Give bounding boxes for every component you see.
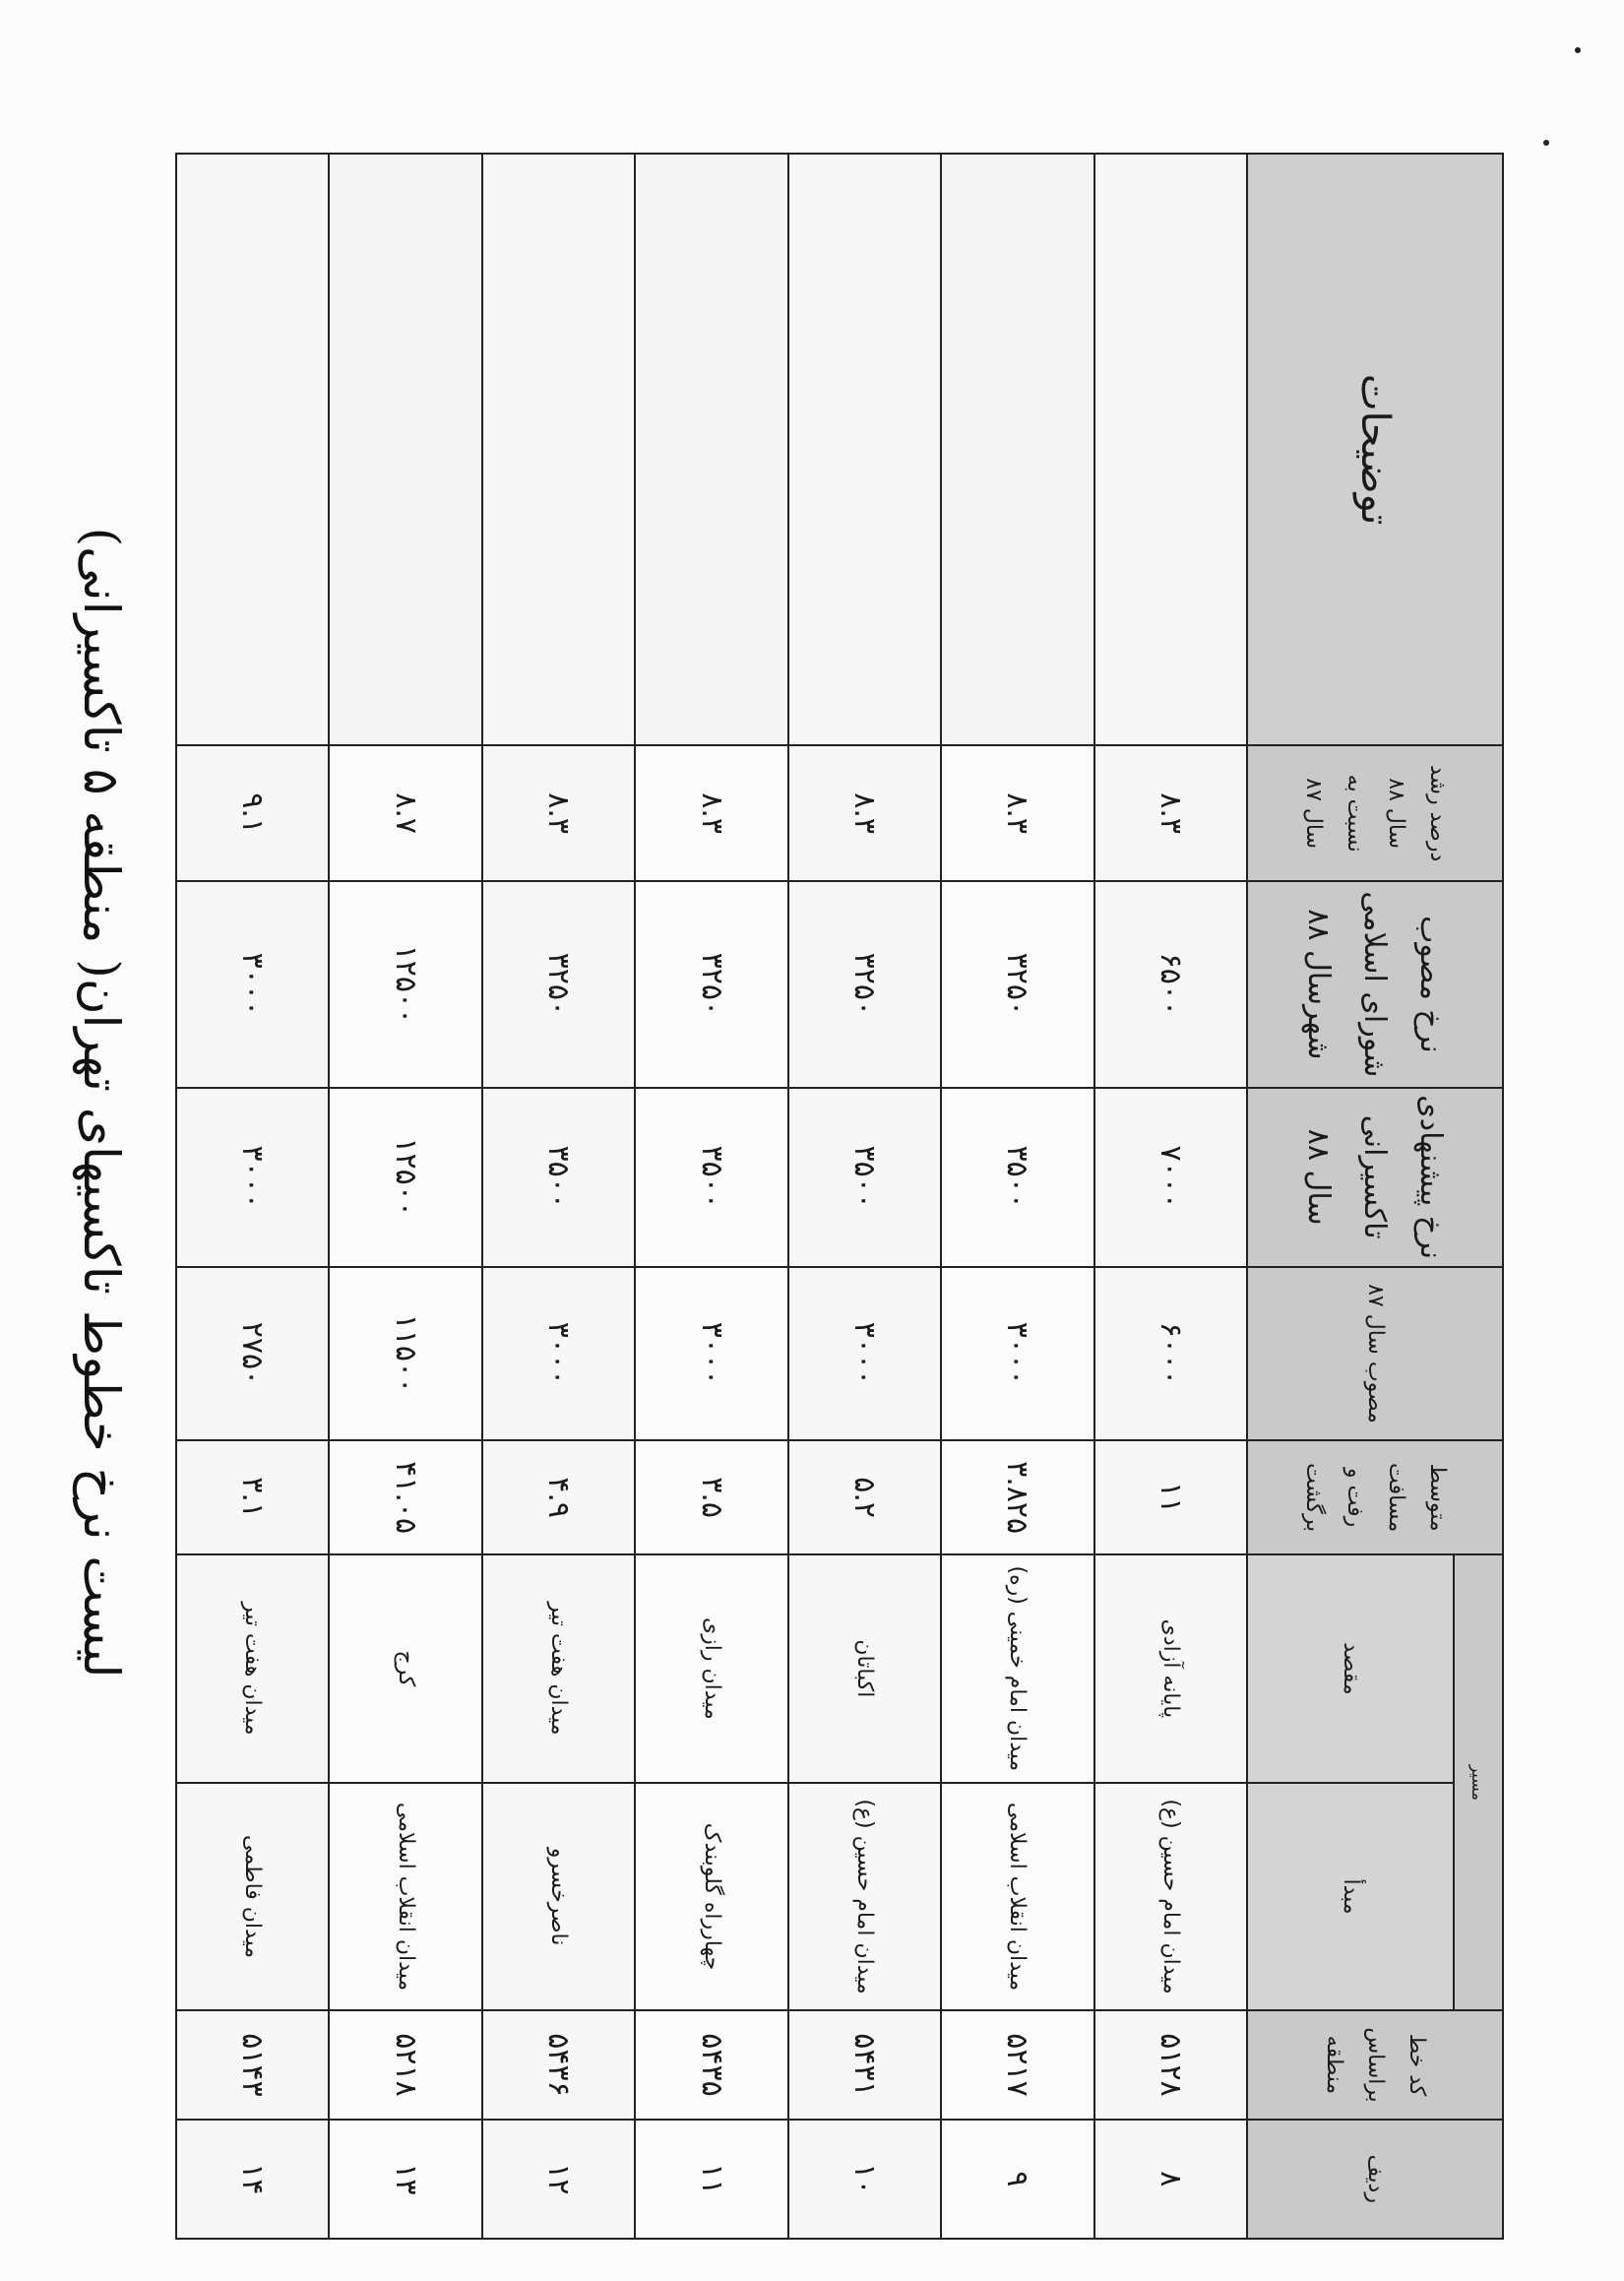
cell-rate-87: ۲۷۵۰ — [176, 1267, 329, 1441]
header-proposed-88: نرخ پیشنهادی تاکسیرانی سال ۸۸ — [1247, 1088, 1503, 1267]
cell-rate-87: ۶۰۰۰ — [1094, 1267, 1247, 1441]
cell-notes — [941, 154, 1093, 745]
cell-line-code: ۵۲۱۸ — [329, 2010, 481, 2119]
table-row — [635, 154, 787, 2239]
cell-origin: میدان امام حسین (ع) — [1094, 1783, 1247, 2011]
cell-destination: کرج — [329, 1554, 481, 1783]
header-avg-distance: متوسط مسافت رفت و برگشت — [1247, 1440, 1503, 1554]
cell-growth-percent: ۸.۳ — [482, 745, 635, 881]
header-approved-88: نرخ مصوب شورای اسلامی شهرسال ۸۸ — [1247, 881, 1503, 1088]
cell-row-number: ۸ — [1094, 2120, 1247, 2239]
cell-approved-88: ۳۲۵۰ — [788, 881, 941, 1088]
cell-notes — [329, 154, 481, 745]
cell-notes — [482, 154, 635, 745]
header-line-code: کد خط براساس منطقه — [1247, 2010, 1503, 2119]
cell-proposed-88: ۳۵۰۰ — [941, 1088, 1093, 1267]
cell-notes — [1094, 154, 1247, 745]
cell-row-number: ۱۰ — [788, 2120, 941, 2239]
cell-approved-88: ۳۲۵۰ — [482, 881, 635, 1088]
cell-proposed-88: ۳۵۰۰ — [635, 1088, 787, 1267]
cell-destination: پایانه آزادی — [1094, 1554, 1247, 1783]
cell-growth-percent: ۸.۷ — [329, 745, 481, 881]
cell-growth-percent: ۸.۳ — [1094, 745, 1247, 881]
cell-destination: میدان رازی — [635, 1554, 787, 1783]
cell-origin: میدان فاطمی — [176, 1783, 329, 2011]
table-row — [176, 154, 329, 2239]
cell-row-number: ۱۴ — [176, 2120, 329, 2239]
header-rate-87: مصوب سال ۸۷ — [1247, 1267, 1503, 1441]
header-row-no: ردیف — [1247, 2120, 1503, 2239]
cell-approved-88: ۶۵۰۰ — [1094, 881, 1247, 1088]
cell-line-code: ۵۱۴۳ — [176, 2010, 329, 2119]
cell-growth-percent: ۸.۳ — [941, 745, 1093, 881]
header-destination: مقصد — [1247, 1554, 1454, 1783]
cell-proposed-88: ۳۵۰۰ — [788, 1088, 941, 1267]
cell-rate-87: ۱۱۵۰۰ — [329, 1267, 481, 1441]
cell-approved-88: ۱۲۵۰۰ — [329, 881, 481, 1088]
cell-rate-87: ۳۰۰۰ — [482, 1267, 635, 1441]
cell-avg-distance: ۳.۸۲۵ — [941, 1440, 1093, 1554]
fare-table — [175, 153, 1504, 2240]
cell-avg-distance: ۵.۲ — [788, 1440, 941, 1554]
cell-rate-87: ۳۰۰۰ — [941, 1267, 1093, 1441]
cell-growth-percent: ۸.۳ — [635, 745, 787, 881]
cell-avg-distance: ۱۱ — [1094, 1440, 1247, 1554]
cell-row-number: ۱۱ — [635, 2120, 787, 2239]
cell-destination: میدان امام خمینی (ره) — [941, 1554, 1093, 1783]
header-growth: درصد رشد سال ۸۸ نسبت به سال ۸۷ — [1247, 745, 1503, 881]
table-row — [329, 154, 481, 2239]
table-row — [482, 154, 635, 2239]
header-route: مسیر — [1454, 1554, 1503, 2010]
cell-line-code: ۵۴۳۶ — [482, 2010, 635, 2119]
table-row — [1094, 154, 1247, 2239]
cell-approved-88: ۳۰۰۰ — [176, 881, 329, 1088]
cell-row-number: ۱۳ — [329, 2120, 481, 2239]
cell-origin: میدان انقلاب اسلامی — [329, 1783, 481, 2011]
cell-origin: میدان امام حسین (ع) — [788, 1783, 941, 2011]
cell-proposed-88: ۷۰۰۰ — [1094, 1088, 1247, 1267]
cell-line-code: ۵۴۳۱ — [788, 2010, 941, 2119]
cell-row-number: ۹ — [941, 2120, 1093, 2239]
cell-proposed-88: ۳۵۰۰ — [482, 1088, 635, 1267]
cell-line-code: ۵۱۲۸ — [1094, 2010, 1247, 2119]
cell-origin: چهارراه گلوبندک — [635, 1783, 787, 2011]
cell-destination: میدان هفت تیر — [482, 1554, 635, 1783]
cell-approved-88: ۳۲۵۰ — [941, 881, 1093, 1088]
cell-growth-percent: ۹.۱ — [176, 745, 329, 881]
cell-destination: میدان هفت تیر — [176, 1554, 329, 1783]
header-origin: مبدأ — [1247, 1783, 1454, 2011]
cell-row-number: ۱۲ — [482, 2120, 635, 2239]
header-row — [1454, 154, 1503, 2239]
cell-rate-87: ۳۰۰۰ — [788, 1267, 941, 1441]
header-notes: توضیحات — [1247, 154, 1503, 745]
cell-proposed-88: ۳۰۰۰ — [176, 1088, 329, 1267]
cell-avg-distance: ۴.۹ — [482, 1440, 635, 1554]
cell-avg-distance: ۴۱.۰۵ — [329, 1440, 481, 1554]
cell-avg-distance: ۳.۱ — [176, 1440, 329, 1554]
cell-approved-88: ۳۲۵۰ — [635, 881, 787, 1088]
cell-origin: میدان انقلاب اسلامی — [941, 1783, 1093, 2011]
cell-notes — [788, 154, 941, 745]
table-row — [941, 154, 1093, 2239]
cell-proposed-88: ۱۲۵۰۰ — [329, 1088, 481, 1267]
cell-rate-87: ۳۰۰۰ — [635, 1267, 787, 1441]
cell-origin: ناصرخسرو — [482, 1783, 635, 2011]
page-title: لیست نرخ خطوط تاکسیهای تهران( منطقه ۵ تاکسیرانی) — [73, 527, 130, 1679]
table-row — [788, 154, 941, 2239]
cell-line-code: ۵۲۱۷ — [941, 2010, 1093, 2119]
cell-destination: اکباتان — [788, 1554, 941, 1783]
cell-growth-percent: ۸.۳ — [788, 745, 941, 881]
cell-line-code: ۵۴۳۵ — [635, 2010, 787, 2119]
cell-notes — [635, 154, 787, 745]
cell-avg-distance: ۳.۵ — [635, 1440, 787, 1554]
cell-notes — [176, 154, 329, 745]
